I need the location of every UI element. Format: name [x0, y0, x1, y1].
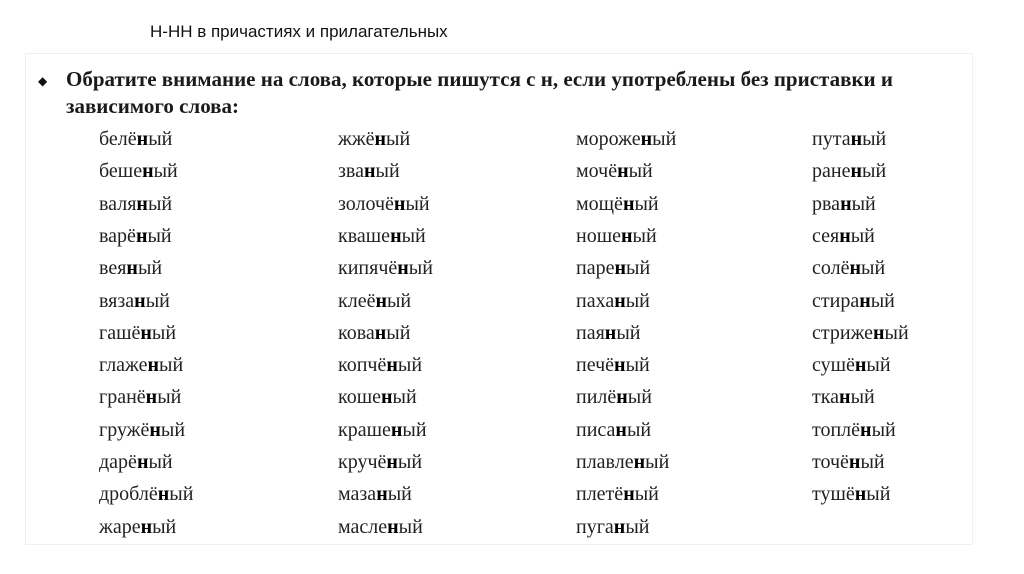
word-item: топлёный — [812, 418, 896, 441]
word-item: сушёный — [812, 354, 891, 377]
word-item: дарёный — [99, 451, 173, 473]
slide-title: Н-НН в причастиях и прилагательных — [150, 22, 448, 41]
word-item: жжёный — [338, 128, 411, 150]
word-item: стриженый — [812, 321, 909, 344]
word-item: гашёный — [99, 321, 177, 344]
word-item: сеяный — [812, 224, 875, 247]
word-item: стираный — [812, 289, 895, 312]
word-item: тушёный — [812, 483, 891, 506]
word-item: тканый — [812, 386, 875, 409]
word-item: мочёный — [576, 160, 653, 183]
word-item: пуганый — [576, 515, 650, 538]
word-item: мороженый — [576, 128, 677, 150]
word-item: путаный — [812, 128, 887, 150]
word-item: кручёный — [338, 451, 423, 473]
word-item: гружёный — [99, 418, 186, 441]
word-item: масленый — [338, 515, 423, 538]
word-item: кипячёный — [338, 257, 433, 280]
word-item: кованый — [338, 321, 411, 344]
word-item: гранёный — [99, 386, 182, 409]
word-item: пареный — [576, 257, 651, 280]
word-item: печёный — [576, 354, 650, 377]
word-item: паханый — [576, 289, 650, 312]
word-item: рваный — [812, 192, 876, 215]
word-item: кошеный — [338, 386, 417, 409]
word-item: жареный — [99, 515, 177, 538]
word-item: копчёный — [338, 354, 423, 377]
word-item: солёный — [812, 257, 886, 280]
word-item: пилёный — [576, 386, 652, 409]
word-item: паяный — [576, 321, 641, 344]
word-item: мазаный — [338, 483, 412, 506]
word-item: валяный — [99, 192, 173, 215]
word-item: дроблёный — [99, 483, 194, 506]
word-item: клеёный — [338, 289, 412, 312]
word-item: писаный — [576, 418, 652, 441]
word-item: вязаный — [99, 289, 170, 312]
word-item: веяный — [99, 257, 163, 280]
word-item: плетёный — [576, 483, 659, 506]
word-item: варёный — [99, 224, 172, 247]
word-item: точёный — [812, 451, 885, 473]
word-item: раненый — [812, 160, 887, 183]
word-item: бешеный — [99, 160, 178, 183]
word-item: крашеный — [338, 418, 427, 441]
word-item: белёный — [99, 128, 173, 150]
word-item: мощёный — [576, 192, 659, 215]
word-item: званый — [338, 160, 400, 183]
bullet-icon: ◆ — [38, 74, 48, 88]
word-item: глаженый — [99, 354, 184, 377]
word-item: квашеный — [338, 224, 426, 247]
word-item: золочёный — [338, 192, 430, 215]
word-item: ношеный — [576, 224, 657, 247]
word-item: плавленый — [576, 451, 670, 473]
rule-text: Обратите внимание на слова, которые пишутся с н, если употреблены без приставки и зависимого слова: — [66, 67, 893, 118]
